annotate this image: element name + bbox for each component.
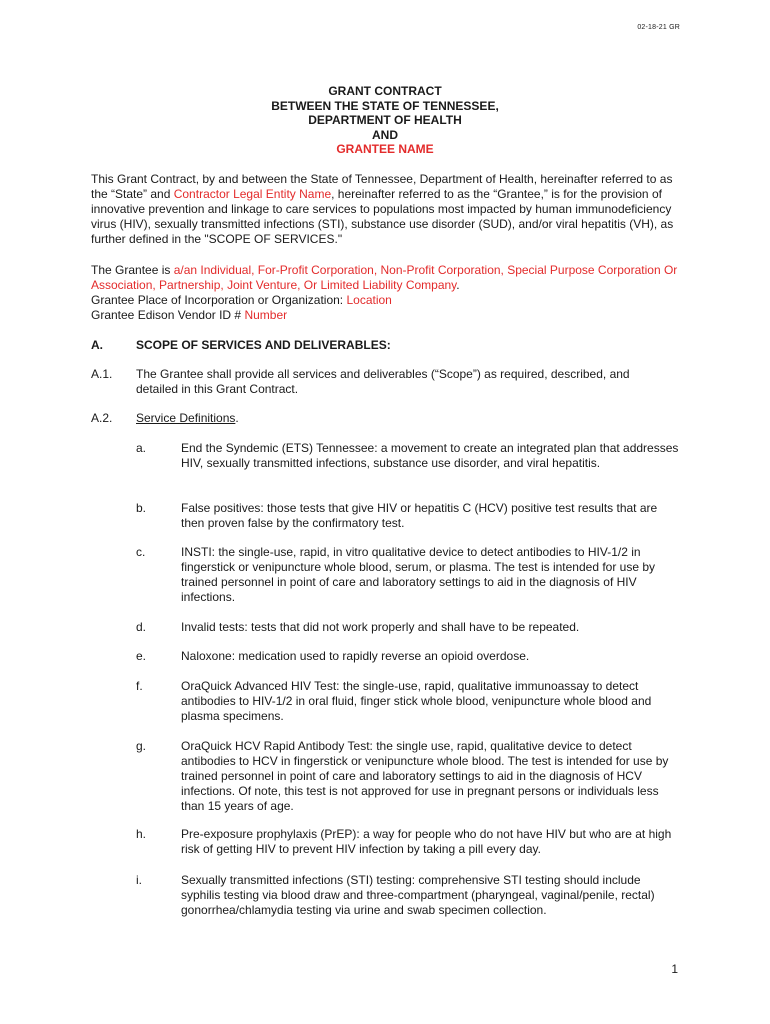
vendor-id [91,308,691,323]
title-line-3: DEPARTMENT OF HEALTH [308,113,462,128]
title-line-2: BETWEEN THE STATE OF TENNESSEE, [271,98,499,113]
definition-letter: h. [136,827,147,841]
definition-letter: g. [136,739,147,753]
definition-text: INSTI: the single-use, rapid, in vitro qualitative device to detect antibodies to HIV-1/2 in fingerstick or venipuncture whole blood, serum, or plasma. The test is intended for use by trained personnel in point of care and laboratory settings to aid in the diagnosis of HIV infections. [181,545,656,604]
definition-text: Pre-exposure prophylaxis (PrEP): a way for people who do not have HIV but who are at high risk of getting HIV to prevent HIV infection by taking a pill every day. [181,827,672,856]
a2-period: . [235,411,239,425]
place-of-incorporation [91,293,691,308]
definition-text: Naloxone: medication used to rapidly reverse an opioid overdose. [181,649,530,663]
entity-type-placeholder: a/an Individual, For-Profit Corporation, Non-Profit Corporation, Special Purpose Corporation Or Association, Partnership, Joint Venture, Or Limited Liability Company [91,263,678,292]
grantee-name-placeholder: GRANTEE NAME [336,142,434,157]
location-placeholder: Location [346,293,392,307]
intro-text-2: , hereinafter referred to as the “Grantee,” is for the provision of innovative prevention and linkage to care services to populations most impacted by human immunodeficiency virus (HIV), sexually transmitted infections (STI), substance use disorder (SUD), and/or viral hepatitis (VH), as further defined in the "SCOPE OF SERVICES." [91,187,674,246]
contractor-name-placeholder: Contractor Legal Entity Name [173,187,332,201]
place-label: Grantee Place of Incorporation or Organization: [91,293,347,307]
document-id: 02-18-21 GR [637,24,680,31]
definition-letter: i. [136,873,142,887]
definition-letter: e. [136,649,147,663]
a1-text: The Grantee shall provide all services and deliverables (“Scope”) as required, described, and detailed in this Grant Contract. [136,367,630,396]
definition-text: Sexually transmitted infections (STI) testing: comprehensive STI testing should include syphilis testing via blood draw and three-compartment (pharyngeal, vaginal/penile, rectal) gonorrhea/chlamydia testing via urine and swab specimen collection. [181,873,655,917]
definition-letter: b. [136,501,147,515]
section-a-title: SCOPE OF SERVICES AND DELIVERABLES: [136,338,391,352]
definition-text: End the Syndemic (ETS) Tennessee: a movement to create an integrated plan that addresses HIV, sexually transmitted infections, substance use disorder, and viral hepatitis. [181,441,679,470]
definition-letter: f. [136,679,143,693]
a1-number: A.1. [91,367,113,381]
grantee-suffix: . [456,278,460,292]
grantee-prefix: The Grantee is [91,263,174,277]
intro-paragraph [91,172,691,247]
definition-letter: d. [136,620,147,634]
definition-text: OraQuick Advanced HIV Test: the single-use, rapid, qualitative immunoassay to detect antibodies to HIV-1/2 in oral fluid, finger stick whole blood, venipuncture whole blood and plasma specimens. [181,679,652,723]
a2-title: Service Definitions [136,411,236,425]
title-line-1: GRANT CONTRACT [328,84,442,98]
vendor-number-placeholder: Number [244,308,288,322]
definition-text: False positives: those tests that give HIV or hepatitis C (HCV) positive test results that are then proven false by the confirmatory test. [181,501,658,530]
definition-letter: a. [136,441,147,455]
a2-heading [136,411,676,426]
title-line-4: AND [372,127,398,142]
definition-text: Invalid tests: tests that did not work properly and shall have to be repeated. [181,620,580,634]
definition-letter: c. [136,545,146,559]
page-number: 1 [671,962,678,976]
a2-number: A.2. [91,411,113,425]
definition-text: OraQuick HCV Rapid Antibody Test: the single use, rapid, qualitative device to detect antibodies to HCV in fingerstick or venipuncture whole blood. The test is intended for use by trained personnel in point of care and laboratory settings to aid in the diagnosis of HCV infections. Of note, this test is not approved for use in pregnant persons or individuals less than 15 years of age. [181,739,669,813]
vendor-label: Grantee Edison Vendor ID # [91,308,245,322]
grantee-entity-paragraph [91,263,691,293]
intro-text-1: This Grant Contract, by and between the State of Tennessee, Department of Health, hereinafter referred to as the “State” and [91,172,673,201]
contract-title [0,84,770,157]
section-a-number: A. [91,338,103,352]
